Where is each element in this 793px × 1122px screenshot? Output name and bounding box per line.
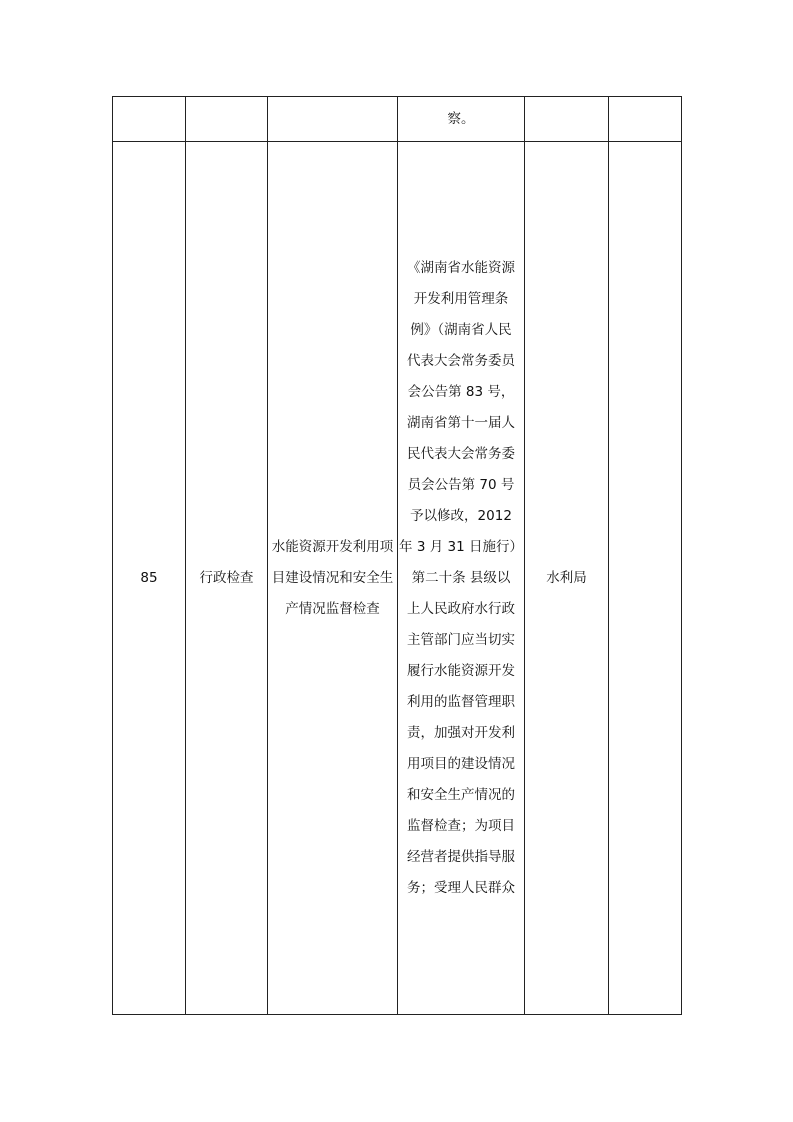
basis-line: 《湖南省水能资源	[407, 259, 515, 276]
cell-basis	[398, 142, 525, 1015]
basis-line: 予以修改，2012	[410, 507, 512, 524]
cell-item: 水能资源开发利用项目建设情况和安全生产情况监督检查	[268, 142, 398, 1015]
basis-line: 用项目的建设情况	[407, 755, 515, 772]
basis-line: 代表大会常务委员	[407, 352, 515, 369]
cell-basis-tail: 察。	[398, 97, 525, 142]
basis-line: 年 3 月 31 日施行）	[399, 538, 523, 555]
basis-line: 会公告第 83 号，	[407, 383, 515, 400]
cell-item	[268, 97, 398, 142]
basis-line: 例》（湖南省人民	[410, 321, 512, 338]
basis-line: 第二十条 县级以	[411, 569, 511, 586]
basis-line: 监督检查；为项目	[407, 817, 515, 834]
basis-line: 湖南省第十一届人	[407, 414, 515, 431]
cell-department	[525, 97, 609, 142]
basis-line: 经营者提供指导服	[407, 848, 515, 865]
basis-line: 责，加强对开发利	[407, 724, 515, 741]
basis-line: 务；受理人民群众	[407, 879, 515, 896]
basis-line: 履行水能资源开发	[407, 662, 515, 679]
power-list-table	[112, 96, 682, 1015]
basis-line: 民代表大会常务委	[407, 445, 515, 462]
cell-department: 水利局	[525, 142, 609, 1015]
basis-line: 利用的监督管理职	[407, 693, 515, 710]
cell-remark	[609, 97, 682, 142]
table-row-85	[113, 142, 682, 1015]
basis-line: 开发利用管理条	[413, 290, 509, 307]
basis-line: 上人民政府水行政	[407, 600, 515, 617]
cell-category	[186, 97, 268, 142]
basis-line: 和安全生产情况的	[407, 786, 515, 803]
basis-line: 主管部门应当切实	[407, 631, 515, 648]
cell-remark	[609, 142, 682, 1015]
table-row-continuation	[113, 97, 682, 142]
cell-no	[113, 97, 186, 142]
cell-no: 85	[113, 142, 186, 1015]
basis-line: 员会公告第 70 号	[407, 476, 515, 493]
cell-category: 行政检查	[186, 142, 268, 1015]
